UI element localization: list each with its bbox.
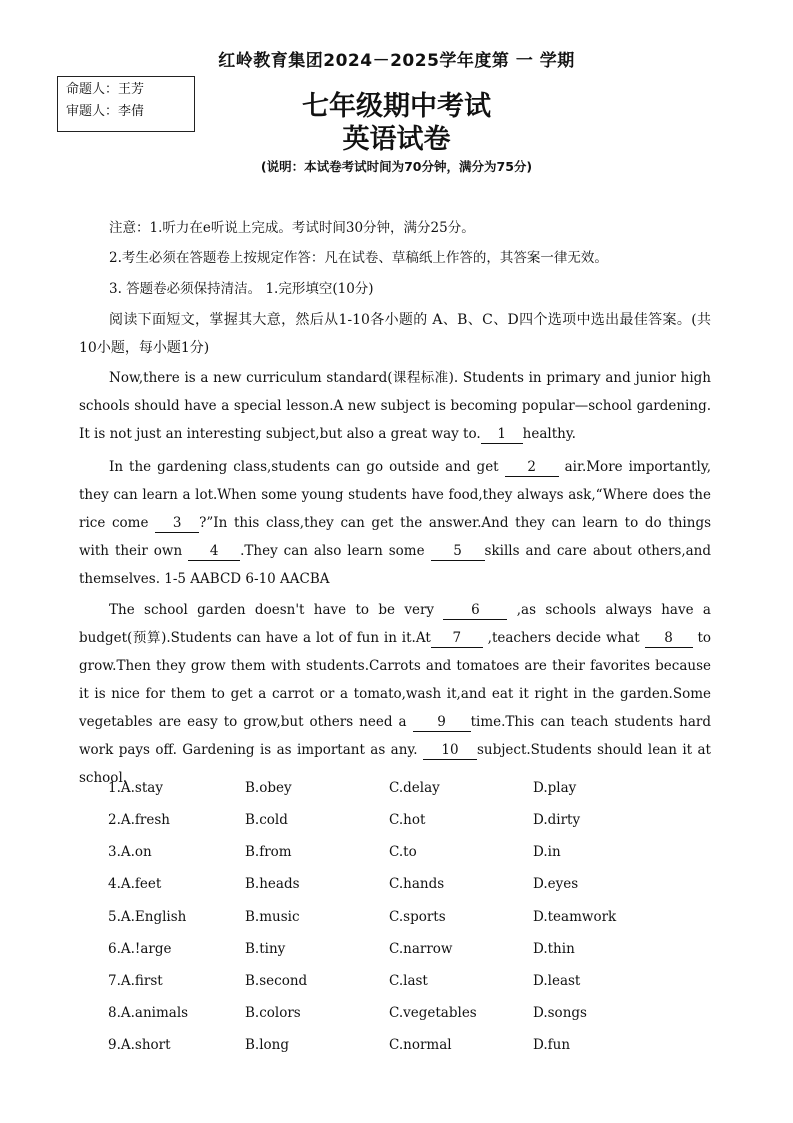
notice-line-2: 2.考生必须在答题卷上按规定作答：凡在试卷、草稿纸上作答的，其答案一律无效。 — [109, 250, 608, 266]
option-d: D.in — [533, 844, 561, 860]
option-d: D.dirty — [533, 812, 581, 828]
option-c: C.delay — [389, 780, 440, 796]
passage-text: ?”In this class,they can get the answer.And they can learn to do things with their own — [79, 515, 712, 559]
option-b: B.from — [245, 844, 292, 860]
option-c: C.last — [389, 973, 428, 989]
blank-4: 4 — [188, 542, 240, 561]
option-b: B.cold — [245, 812, 288, 828]
option-row-6 — [108, 941, 708, 963]
instruction: 阅读下面短文，掌握其大意，然后从1-10各小题的 A、B、C、D四个选项中选出最佳答案。(共 10小题，每小题1分) — [79, 312, 711, 356]
blank-1: 1 — [481, 425, 523, 444]
passage-paragraph-2 — [79, 453, 711, 593]
exam-note: (说明：本试卷考试时间为70分钟，满分为75分) — [260, 159, 533, 174]
subject-title: 英语试卷 — [342, 124, 451, 155]
passage-text: time.This can teach students hard work pays off. Gardening is as important as any. — [79, 714, 711, 758]
option-row-7 — [108, 973, 708, 995]
option-d: D.fun — [533, 1037, 571, 1053]
option-a: 1.A.stay — [108, 780, 163, 796]
option-c: C.vegetables — [389, 1005, 477, 1021]
option-row-5 — [108, 909, 708, 931]
blank-8: 8 — [645, 629, 693, 648]
option-a: 8.A.animals — [108, 1005, 189, 1021]
passage-text: In the gardening class,students can go outside and get — [109, 459, 499, 475]
passage-text: air.More importantly, they can learn a lot.When some young students have food,they always ask,“Where does the rice come — [79, 459, 711, 531]
option-b: B.colors — [245, 1005, 301, 1021]
passage-text: Now,there is a new curriculum standard(课程标准). Students in primary and junior high schools should have a special lesson.A new subject is becoming popular—school gardening. It is not just an interesting subject,but also a great way to. — [79, 370, 711, 442]
option-c: C.hands — [389, 876, 445, 892]
option-b: B.long — [245, 1037, 289, 1053]
option-row-2 — [108, 812, 708, 834]
option-d: D.eyes — [533, 876, 579, 892]
option-a: 6.A.!arge — [108, 941, 172, 957]
option-c: C.narrow — [389, 941, 453, 957]
blank-10: 10 — [423, 741, 477, 760]
option-a: 3.A.on — [108, 844, 152, 860]
option-d: D.least — [533, 973, 581, 989]
passage-text: subject.Students should lean it at school. — [79, 742, 711, 786]
option-b: B.obey — [245, 780, 292, 796]
notice-line-3: 3. 答题卷必须保持清洁。 1.完形填空(10分) — [109, 281, 374, 297]
option-c: C.sports — [389, 909, 446, 925]
option-d: D.thin — [533, 941, 575, 957]
option-d: D.teamwork — [533, 909, 617, 925]
passage-paragraph-3 — [79, 596, 711, 792]
passage-text: ,teachers decide what — [487, 630, 640, 646]
school-term-line: 红岭教育集团2024－2025学年度第 一 学期 — [218, 51, 575, 71]
passage-text: ,as schools always have a budget(预算).Students can have a lot of fun in it.At — [79, 602, 711, 646]
passage-text: skills and care about others,and themselves. 1-5 AABCD 6-10 AACBA — [79, 543, 711, 587]
option-b: B.heads — [245, 876, 300, 892]
option-a: 2.A.fresh — [108, 812, 170, 828]
option-b: B.music — [245, 909, 300, 925]
passage-text: The school garden doesn't have to be very — [109, 602, 435, 618]
reviewer-line: 审题人：李倩 — [66, 104, 145, 119]
blank-7: 7 — [431, 629, 483, 648]
blank-5: 5 — [431, 542, 485, 561]
option-a: 7.A.first — [108, 973, 163, 989]
passage-paragraph-1 — [79, 364, 711, 448]
option-b: B.second — [245, 973, 308, 989]
option-d: D.play — [533, 780, 577, 796]
option-c: C.hot — [389, 812, 426, 828]
author-line: 命题人：王芳 — [66, 82, 145, 97]
option-a: 4.A.feet — [108, 876, 162, 892]
exam-title: 七年级期中考试 — [302, 91, 491, 122]
option-row-1 — [108, 780, 708, 802]
blank-3: 3 — [155, 514, 199, 533]
option-row-9 — [108, 1037, 708, 1059]
option-d: D.songs — [533, 1005, 587, 1021]
option-b: B.tiny — [245, 941, 286, 957]
passage-text: to grow.Then they grow them with students.Carrots and tomatoes are their favorites because it is nice for them to get a carrot or a tomato,wash it,and eat it right in the garden.Some vegetables are easy to grow,but others need a — [79, 630, 712, 730]
blank-2: 2 — [505, 458, 559, 477]
option-a: 5.A.English — [108, 909, 187, 925]
option-a: 9.A.short — [108, 1037, 171, 1053]
blank-9: 9 — [413, 713, 471, 732]
notice-line-1: 注意：1.听力在e听说上完成。考试时间30分钟，满分25分。 — [109, 220, 475, 236]
option-c: C.to — [389, 844, 417, 860]
passage-text: .They can also learn some — [240, 543, 425, 559]
option-row-3 — [108, 844, 708, 866]
option-c: C.normal — [389, 1037, 452, 1053]
blank-6: 6 — [443, 601, 507, 620]
option-row-4 — [108, 876, 708, 898]
option-row-8 — [108, 1005, 708, 1027]
passage-text: healthy. — [522, 426, 576, 442]
